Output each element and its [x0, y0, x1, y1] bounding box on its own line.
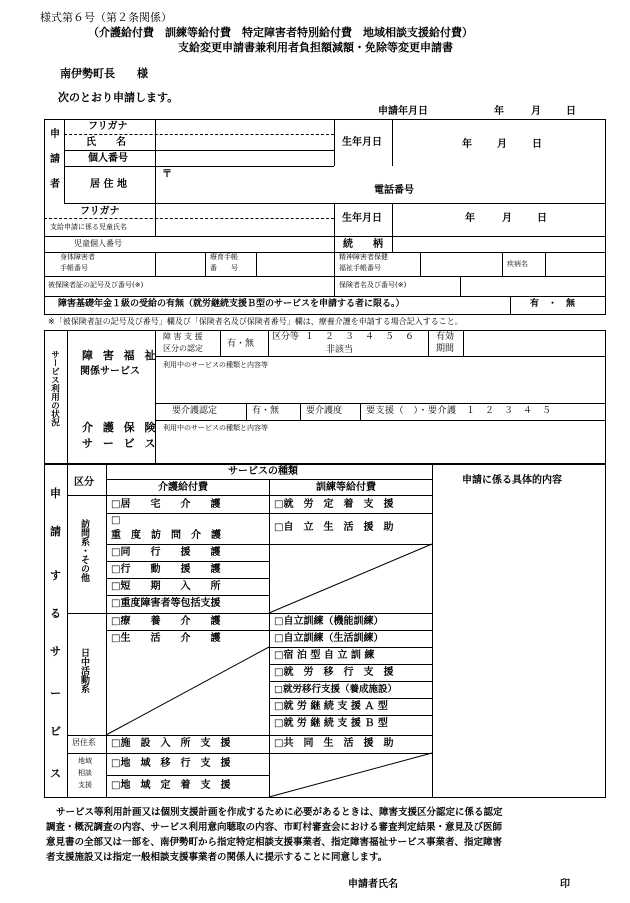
service-section-char: ス: [50, 767, 61, 780]
form-subtitle: （介護給付費 訓練等給付費 特定障害者特別給付費 地域相談支援給付費）: [88, 26, 473, 39]
checkbox-life-training[interactable]: □自立訓練（生活訓練）: [274, 633, 384, 644]
checkbox-employment-continuation-b[interactable]: □就 労 継 続 支 援 Ｂ 型: [274, 718, 388, 729]
disease-label: 疾病名: [507, 260, 528, 268]
applicant-dob-month: 月: [497, 139, 507, 150]
severe-visit-care-label: 重 度 訪 問 介 護: [111, 530, 221, 541]
form-title: 支給変更申請書兼利用者負担額減額・免除等変更申請書: [178, 41, 453, 54]
usage-section-label: サービス利用の状況: [49, 350, 60, 427]
applicant-id-label: 個人番号: [88, 153, 128, 164]
applicant-dob-day: 日: [532, 139, 542, 150]
application-date-label: 申請年月日: [378, 106, 428, 117]
child-dob-label: 生年月日: [342, 213, 382, 224]
detail-header: 申請に係る具体的内容: [462, 475, 562, 486]
consent-text-line-2: 調査・概況調査の内容、サービス利用意向聴取の内容、市町村審査会における審査判定結果・意見及び医師: [46, 822, 503, 833]
consent-text-line-3: 意見書の全部又は一部を、南伊勢町から指定特定相談支援事業者、指定障害福祉サービス事業者、指定障害: [46, 837, 503, 848]
insured-number-label: 被保険者証の記号及び番号(※): [48, 281, 144, 289]
checkbox-residential-training[interactable]: □宿 泊 型 自 立 訓 練: [274, 650, 375, 661]
child-id-label: 児童個人番号: [74, 239, 122, 248]
checkbox-accompany-support[interactable]: □同 行 援 護: [111, 547, 221, 558]
checkbox-employment-retention[interactable]: □就 労 定 着 支 援: [274, 499, 394, 510]
checkbox-home-care[interactable]: □居 宅 介 護: [111, 499, 221, 510]
checkbox-life-care[interactable]: □生 活 介 護: [111, 633, 221, 644]
disability-cert-label-2: 手帳番号: [60, 264, 88, 272]
intro-text: 次のとおり申請します。: [58, 91, 179, 104]
relation-label: 続 柄: [343, 239, 383, 250]
pension-choice: 有 ・ 無: [530, 299, 576, 309]
checkbox-independent-living-aid[interactable]: □自 立 生 活 援 助: [274, 522, 394, 533]
rehab-cert-label-2: 番 号: [210, 264, 238, 272]
consent-text-line-1: サービス等利用計画又は個別支援計画を作成するために必要があるときは、障害支援区分認定に係る認定: [56, 807, 503, 818]
category-local-3: 支援: [78, 781, 92, 789]
applicant-section-char: 申: [50, 129, 60, 140]
service-section-char: サ: [50, 645, 61, 658]
rehab-cert-label-1: 療育手帳: [210, 253, 238, 261]
category-visit: 訪問系・その他: [79, 519, 89, 582]
grade-options: １ ２ ３ ４ ５ ６: [305, 332, 416, 342]
applicant-address-label: 居 住 地: [90, 179, 127, 190]
welfare-service-label-1: 障 害 福 祉: [82, 349, 159, 362]
category-local-1: 地域: [78, 757, 92, 765]
child-dob-day: 日: [537, 213, 547, 224]
child-dob-year: 年: [465, 213, 475, 224]
child-dob-month: 月: [502, 213, 512, 224]
support-cert-yes-no: 有・無: [227, 339, 255, 349]
date-month: 月: [531, 106, 541, 117]
care-cert-label: 要介護認定: [172, 406, 218, 416]
mental-cert-label-1: 精神障害者保健: [339, 253, 388, 261]
training-benefit-header: 訓練等給付費: [316, 482, 376, 493]
checkbox-severe-visit-care[interactable]: □: [111, 515, 121, 526]
service-section-char: 申: [50, 487, 61, 500]
insurance-note: ※「被保険者証の記号及び番号」欄及び「保険者名及び保険者番号」欄は、療養介護を申請する場合記入すること。: [48, 317, 463, 326]
child-furigana-label: フリガナ: [80, 206, 120, 217]
consent-text-line-4: 者支援施設又は指定一般相談支援事業者の関係人に提示することに同意します。: [46, 852, 388, 863]
checkbox-short-stay[interactable]: □短 期 入 所: [111, 581, 221, 592]
category-header: 区分: [74, 477, 94, 488]
checkbox-comprehensive-support[interactable]: □重度障害者等包括支援: [111, 598, 221, 609]
validity-label-1: 有効: [436, 332, 455, 342]
service-type-header: サービスの種類: [228, 466, 298, 477]
insurer-label: 保険者名及び番号(※): [339, 281, 407, 289]
care-level-label: 要介護度: [306, 406, 343, 416]
child-name-label: 支給申請に係る児童氏名: [50, 223, 127, 231]
checkbox-behavior-support[interactable]: □行 動 援 護: [111, 564, 221, 575]
care-cert-yes-no: 有・無: [252, 406, 280, 416]
checkbox-community-settlement[interactable]: □地 域 定 着 支 援: [111, 780, 231, 791]
checkbox-community-transition[interactable]: □地 域 移 行 支 援: [111, 758, 231, 769]
care-level-options: 要支援（ ）・要介護 １ ２ ３ ４ ５: [366, 406, 552, 416]
service-section-char: ビ: [50, 725, 61, 738]
category-local-2: 相談: [78, 769, 92, 777]
applicant-section-char: 請: [50, 154, 60, 165]
support-cert-label-2: 区分の認定: [163, 344, 203, 353]
support-cert-label-1: 障 害 支 援: [163, 332, 203, 341]
validity-label-2: 期間: [436, 344, 455, 354]
phone-label: 電話番号: [374, 185, 414, 196]
checkbox-employment-transition-training[interactable]: □就労移行支援（養成施設）: [274, 684, 397, 695]
signer-name-label: 申請者氏名: [348, 879, 398, 890]
checkbox-employment-continuation-a[interactable]: □就 労 継 続 支 援 Ａ 型: [274, 701, 388, 712]
mental-cert-label-2: 福祉手帳番号: [339, 264, 381, 272]
applicant-dob-year: 年: [462, 139, 472, 150]
service-section-char: る: [50, 607, 61, 620]
pension-question: 障害基礎年金１級の受給の有無（就労継続支援Ｂ型のサービスを申請する者に限る。）: [58, 299, 405, 309]
date-day: 日: [566, 106, 576, 117]
seal-mark: 印: [560, 879, 570, 890]
category-daytime: 日中活動系: [79, 648, 89, 693]
applicant-dob-label: 生年月日: [342, 137, 382, 148]
grade-label: 区分等: [272, 332, 300, 342]
checkbox-functional-training[interactable]: □自立訓練（機能訓練）: [274, 616, 384, 627]
care-insurance-label-1: 介 護 保 険: [82, 421, 159, 434]
applicant-name-label: 氏 名: [86, 137, 126, 148]
service-section-char: ー: [50, 687, 61, 700]
applicant-section-char: 者: [50, 179, 60, 190]
welfare-service-label-2: 関係サービス: [80, 366, 140, 377]
checkbox-group-living[interactable]: □共 同 生 活 援 助: [274, 738, 394, 749]
applicant-furigana-label: フリガナ: [88, 121, 128, 132]
not-applicable-label: 非該当: [326, 345, 354, 355]
form-number: 様式第６号（第２条関係）: [40, 11, 172, 24]
checkbox-facility-admission[interactable]: □施 設 入 所 支 援: [111, 738, 231, 749]
checkbox-employment-transition[interactable]: □就 労 移 行 支 援: [274, 667, 394, 678]
service-section-char: 請: [50, 525, 61, 538]
service-section-char: す: [50, 569, 61, 582]
care-benefit-header: 介護給付費: [158, 482, 208, 493]
welfare-content-label: 利用中のサービスの種類と内容等: [163, 361, 268, 369]
disability-cert-label-1: 身体障害者: [60, 253, 95, 261]
date-year: 年: [494, 106, 504, 117]
care-content-label: 利用中のサービスの種類と内容等: [163, 424, 268, 432]
addressee: 南伊勢町長 様: [60, 67, 148, 80]
checkbox-medical-care[interactable]: □療 養 介 護: [111, 616, 221, 627]
category-residential: 居住系: [72, 738, 96, 747]
care-insurance-label-2: サ ー ビ ス: [82, 437, 159, 450]
postal-mark: 〒: [162, 169, 172, 180]
